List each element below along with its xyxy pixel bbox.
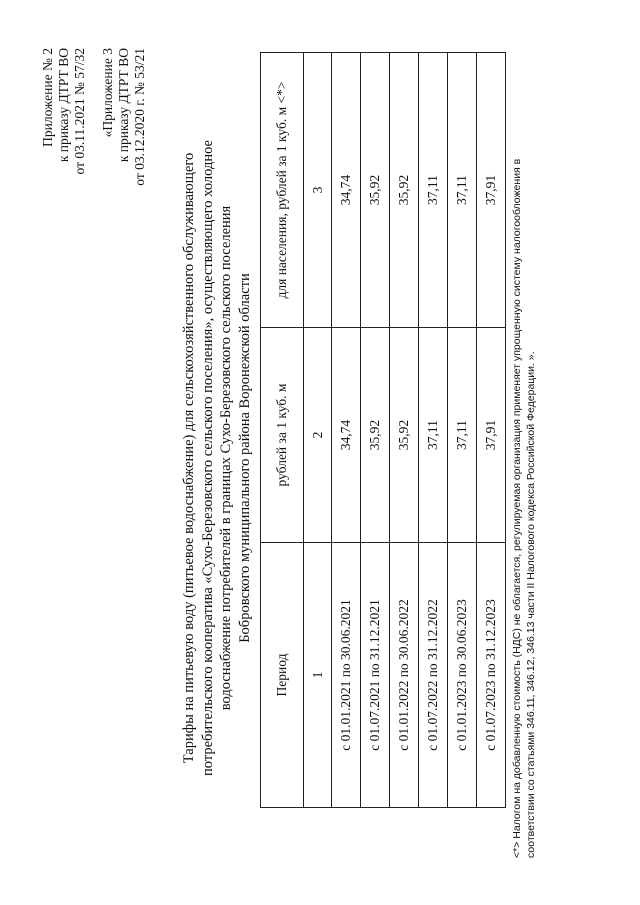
table-row	[477, 52, 506, 807]
footnote-line: <*> Налогом на добавленную стоимость (НДС) не облагается, регулируемая организация применяет упрощенную систему налогообложения в	[511, 158, 523, 858]
title-line: Тарифы на питьевую воду (питьевое водоснабжение) для сельскохозяйственного обслуживающего	[181, 152, 197, 763]
title-line: водоснабжение потребителей в границах Сухо-Березовского сельского поселения	[218, 205, 234, 710]
period-cell: с 01.07.2023 по 31.12.2023	[477, 542, 506, 807]
prior-appendix-order-ref: к приказу ДТРТ ВО	[116, 47, 131, 162]
appendix-header	[40, 48, 88, 174]
tariff-population-cell: 37,11	[448, 52, 477, 327]
tariff-cell: 37,91	[477, 327, 506, 542]
tariff-cell: 37,11	[448, 327, 477, 542]
tariff-cell: 35,92	[361, 327, 390, 542]
appendix-number: Приложение № 2	[40, 47, 55, 147]
footnote	[510, 48, 538, 858]
header-period: Период	[261, 542, 304, 807]
table-row	[419, 52, 448, 807]
document-page	[40, 48, 600, 858]
period-cell: с 01.07.2021 по 31.12.2021	[361, 542, 390, 807]
tariff-cell: 35,92	[390, 327, 419, 542]
title-line: Бобровского муниципального района Воронежской области	[236, 272, 253, 643]
tariff-population-cell: 37,91	[477, 52, 506, 327]
column-number-row	[304, 52, 332, 807]
table-row	[448, 52, 477, 807]
header-tariff-population: для населения, рублей за 1 куб. м <*>	[261, 52, 304, 327]
appendix-order-date: от 03.11.2021 № 57/32	[72, 47, 87, 174]
table-row	[361, 52, 390, 807]
tariff-population-cell: 37,11	[419, 52, 448, 327]
period-cell: с 01.01.2023 по 30.06.2023	[448, 542, 477, 807]
table-row	[332, 52, 361, 807]
table-header-row	[261, 52, 304, 807]
title-line: потребительского кооператива «Сухо-Березовского сельского поселения», осуществляющего холодное	[199, 139, 216, 776]
tariff-cell: 37,11	[419, 327, 448, 542]
prior-appendix-order-date: от 03.12.2020 г. № 53/21	[132, 47, 147, 186]
tariff-population-cell: 35,92	[361, 52, 390, 327]
column-number: 3	[304, 52, 332, 327]
appendix-order-ref: к приказу ДТРТ ВО	[56, 47, 71, 162]
footnote-line: соответствии со статьями 346.11, 346.12, 346.13 части II Налогового кодекса Российской Федерации. ».	[525, 350, 537, 858]
prior-appendix-number: «Приложение 3	[100, 47, 115, 137]
tariff-population-cell: 35,92	[390, 52, 419, 327]
column-number: 1	[304, 542, 332, 807]
table-row	[390, 52, 419, 807]
period-cell: с 01.01.2022 по 30.06.2022	[390, 542, 419, 807]
tariff-population-cell: 34,74	[332, 52, 361, 327]
document-title	[180, 113, 254, 803]
tariff-cell: 34,74	[332, 327, 361, 542]
column-number: 2	[304, 327, 332, 542]
period-cell: с 01.01.2021 по 30.06.2021	[332, 542, 361, 807]
prior-appendix-header	[100, 48, 148, 186]
tariff-table	[260, 52, 506, 808]
header-tariff: рублей за 1 куб. м	[261, 327, 304, 542]
period-cell: с 01.07.2022 по 31.12.2022	[419, 542, 448, 807]
